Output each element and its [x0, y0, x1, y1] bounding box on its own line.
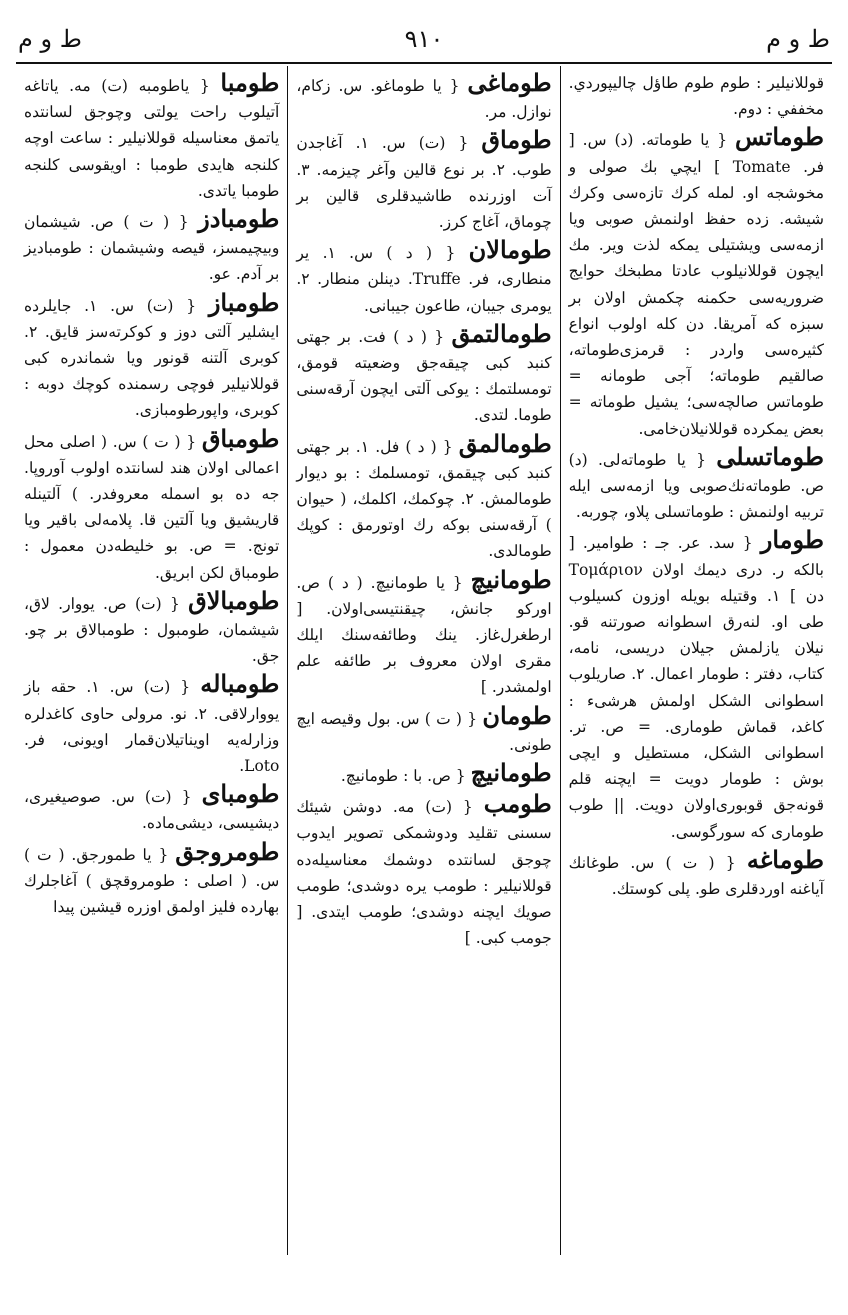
dictionary-entry: [296, 760, 551, 789]
entry-headword: طومباز: [208, 287, 280, 317]
dictionary-entry: [296, 700, 552, 758]
dictionary-entry: [24, 287, 280, 424]
entry-headword: طومالتمق: [451, 318, 552, 348]
dictionary-entry: [24, 781, 279, 836]
entry-definition: { يا طمورجق. ( ت ) س. ( اصلى : طومروقچق ) آغاجلرك بهارده فليز اولمق اوزره قيشين پيدا: [24, 845, 280, 917]
dictionary-entry: [568, 441, 824, 526]
entry-headword: طومباى: [201, 779, 280, 809]
columns: [16, 66, 832, 1255]
entry-definition: { (ت) س. ١. حقه باز يووارلاقى. ٢. نو. مرولى حاوى كاغدلره وزارله‌يه اويناتيلان‌قمار اويونى، فر. Loto.: [24, 678, 280, 776]
entry-definition: { ( د ) فل. ١. بر جهتى كنبد كبى چيقمق، تومسلمك : بو ديوار طومالمش. ٢. چوكمك، اكلمك، ( حيوان ) آرقه‌سنى بوكه رك اوتورمق : كوپك طومالدى.: [296, 437, 552, 561]
dictionary-entry: [296, 791, 551, 951]
entry-definition: { يا طوماته‌لى. (د) ص. طوماته‌نك‌صوبى ويا ازمه‌سى ايله تربيه اولنمش : طوماتسلى پلاو، چوربه.: [568, 450, 824, 522]
entry-headword: طومبادز: [198, 204, 280, 234]
entry-definition: { (ت) مه. دوشن شيئك سسنى تقليد ودوشمكى تصوير ايدوب چوجق لسانتده دوشمك معناسيله‌ده قوللانيلير : طومب يره دوشدى؛ طومب صويك ايچنه دوشدى؛ طومب ايتدى. [ جومب كبى. ]: [296, 798, 552, 948]
entry-headword: طوماتس: [735, 122, 824, 152]
entry-headword: طومبالاق: [188, 585, 280, 615]
entry-headword: طومان: [482, 700, 552, 730]
entry-headword: طومانيچ: [470, 564, 552, 594]
entry-definition: { (ت) س. ١. جايلرده ايشلير آلتى دوز و كوكرته‌سز قايق. ٢. كوبرى آلتنه قونور ويا شماندره كبى قوللانيلير فوچى رسمنده كوچك دوبه : كوبرى، واپورطومبازى.: [24, 296, 280, 420]
entry-definition: { ص. با : طومانيچ.: [340, 767, 466, 786]
entry-headword: طومبا: [220, 68, 280, 97]
entry-headword: طوماغه: [746, 844, 824, 874]
entry-definition: { ( ت ) ص. شيشمان وبيچيمسز، قيصه وشيشمان : طومباديز بر آدم. عو.: [24, 213, 280, 284]
dictionary-entry: [296, 564, 552, 701]
dictionary-entry: [296, 237, 551, 319]
dictionary-entry: [24, 206, 279, 288]
header-left: ط و م: [18, 25, 82, 53]
entry-headword: طوماق: [481, 125, 552, 155]
entry-definition: { يا طوماته. (د) س. [ فر. Tomate ] ايچي بك صولى و مخوشجه او. لمله كرك تازه‌سى وكرك شيشه. زده حفظ اولنمش صوبى ويا ازمه‌سى ويشتيلى يمكه لذت وير. مك ايچون قوللانيلوب عادتا مطبخك حوايج ضروريه‌سى حكمنه چكمش اولان بر سبزه كه آمريقا. دن كله اولوب انواع كثيره‌سى واردر : قرمزى‌طوماته، صالقيم طوماته؛ آجى طومانه = طوماتس صالچه‌سى؛ يشيل طوماته = بعض يمكرده قوللانيلان‌خامى.: [568, 131, 824, 438]
dictionary-entry: [569, 70, 824, 122]
entry-definition: { سد. عر. جـ : طوامير. [ بالكه ر. درى ديمك اولان Τομάριον دن ] ١. وقتيله بويله اوزون كسيلوب طى او. لنه‌رق اسطوانه صورتنه قو. نيلان يازلمش جيلان دريسى، نامه، كتاب، دفتر : طومار اعمال. ٢. صاريلوب اسطوانى الشكل اولمش هرشىء : كاغد، قماش طومارى. = ص. تر. اسطوانى الشكل، مستطيل و ايچى بوش : طومار دويت = ايچنه قلم قونه‌جق قوبورى‌اولان دويت. || طوب طومارى كه سورگوسى.: [568, 534, 824, 841]
entry-definition: { ( د ) س. ١. ير منطارى، فر. Truffe. دينلن منطار. ٢. يومرى جيبان، طاعون جيبانى.: [296, 244, 552, 315]
entry-headword: طومانيچ: [470, 758, 552, 788]
entry-definition: قوللانيلير : طوم طوم طاؤل چاليپوردي. مخففي : دوم.: [568, 74, 824, 119]
column-left: [16, 66, 288, 1255]
entry-headword: طومالان: [468, 235, 552, 265]
entry-definition: { ( د ) فت. بر جهتى كنبد كبى چيقه‌جق وضعيته قومق، تومسلتمك : يوكى آلتى ايچون آرقه‌سنى طوما. لتدى.: [296, 327, 552, 425]
dictionary-entry: [24, 423, 280, 586]
entry-definition: { (ت) س. ١. آغاجدن طوب. ٢. بر نوع قالين وآغر چيزمه. ٣. آت اوزرنده طاشيدقلرى قالين بر چوماق، آغاج كرز.: [296, 134, 552, 232]
dictionary-entry: [296, 428, 552, 565]
dictionary-entry: [568, 844, 824, 902]
entry-definition: { ( ت ) س. ( اصلى محل اعمالى اولان هند لسانتده اولوب آوروپا. جه ده بو اسمله معروفدر. ) آلتينله قاريشيق ويا آلتين قا. پلامه‌لى باقير ويا تونج. = ص. بو خليطه‌دن معمول : طومباق لكن ابريق.: [24, 432, 280, 582]
entry-definition: { (ت) س. صوصيغيرى، ديشيسى، ديشى‌ماده.: [24, 788, 280, 833]
column-middle: [288, 66, 560, 1255]
entry-headword: طومروجق: [175, 836, 280, 866]
entry-headword: طومباله: [200, 669, 280, 699]
header-right: ط و م: [766, 25, 830, 53]
entry-definition: { يا طومانيچ. ( د ) ص. اوركو جانش، چيقنتيسى‌اولان. [ ارطغرل‌غاز. ينك وطائفه‌سنك ايلك مقرى اولان معروف بر طائفه علم اولمشدر. ]: [296, 573, 552, 697]
running-header: [18, 22, 830, 56]
entry-definition: { ياطومبه (ت) مه. ياتاغه آتيلوب راحت يولتى وچوجق لسانتده ياتمق معناسيله قوللانيلير : ساعت اوچه كلنجه هايدى طومبا : اويقوسى كلنجه طومبا ياتدى.: [24, 77, 280, 200]
dictionary-entry: [24, 671, 279, 779]
page-number: ٩١٠: [404, 25, 444, 53]
entry-headword: طومب: [483, 789, 552, 819]
entry-headword: طومار: [760, 525, 824, 555]
dictionary-entry: [569, 527, 824, 844]
dictionary-entry: [24, 836, 280, 921]
column-right: [561, 66, 832, 1255]
dictionary-entry: [24, 585, 280, 670]
dictionary-entry: [296, 127, 551, 235]
header-rule: [16, 62, 832, 64]
entry-headword: طوماتسلى: [716, 441, 824, 471]
entry-headword: طومباق: [201, 423, 280, 453]
entry-definition: { ( ت ) س. بول وقيصه ايچ طونى.: [296, 709, 552, 754]
dictionary-entry: [296, 318, 552, 429]
entry-headword: طوماغى: [467, 68, 552, 97]
dictionary-entry: [24, 70, 279, 204]
entry-definition: { يا طوماغو. س. زكام، نوازل. مر.: [296, 77, 552, 122]
dictionary-entry: [296, 70, 551, 125]
entry-headword: طومالمق: [458, 428, 552, 458]
dictionary-entry: [569, 124, 824, 441]
entry-definition: { (ت) ص. يووار. لاق، شيشمان، طومبول : طومبالاق بر چو. جق.: [24, 594, 280, 666]
entry-definition: { ( ت ) س. طوغانك آياغنه اوردقلرى طو. پلى كوستك.: [568, 853, 824, 899]
